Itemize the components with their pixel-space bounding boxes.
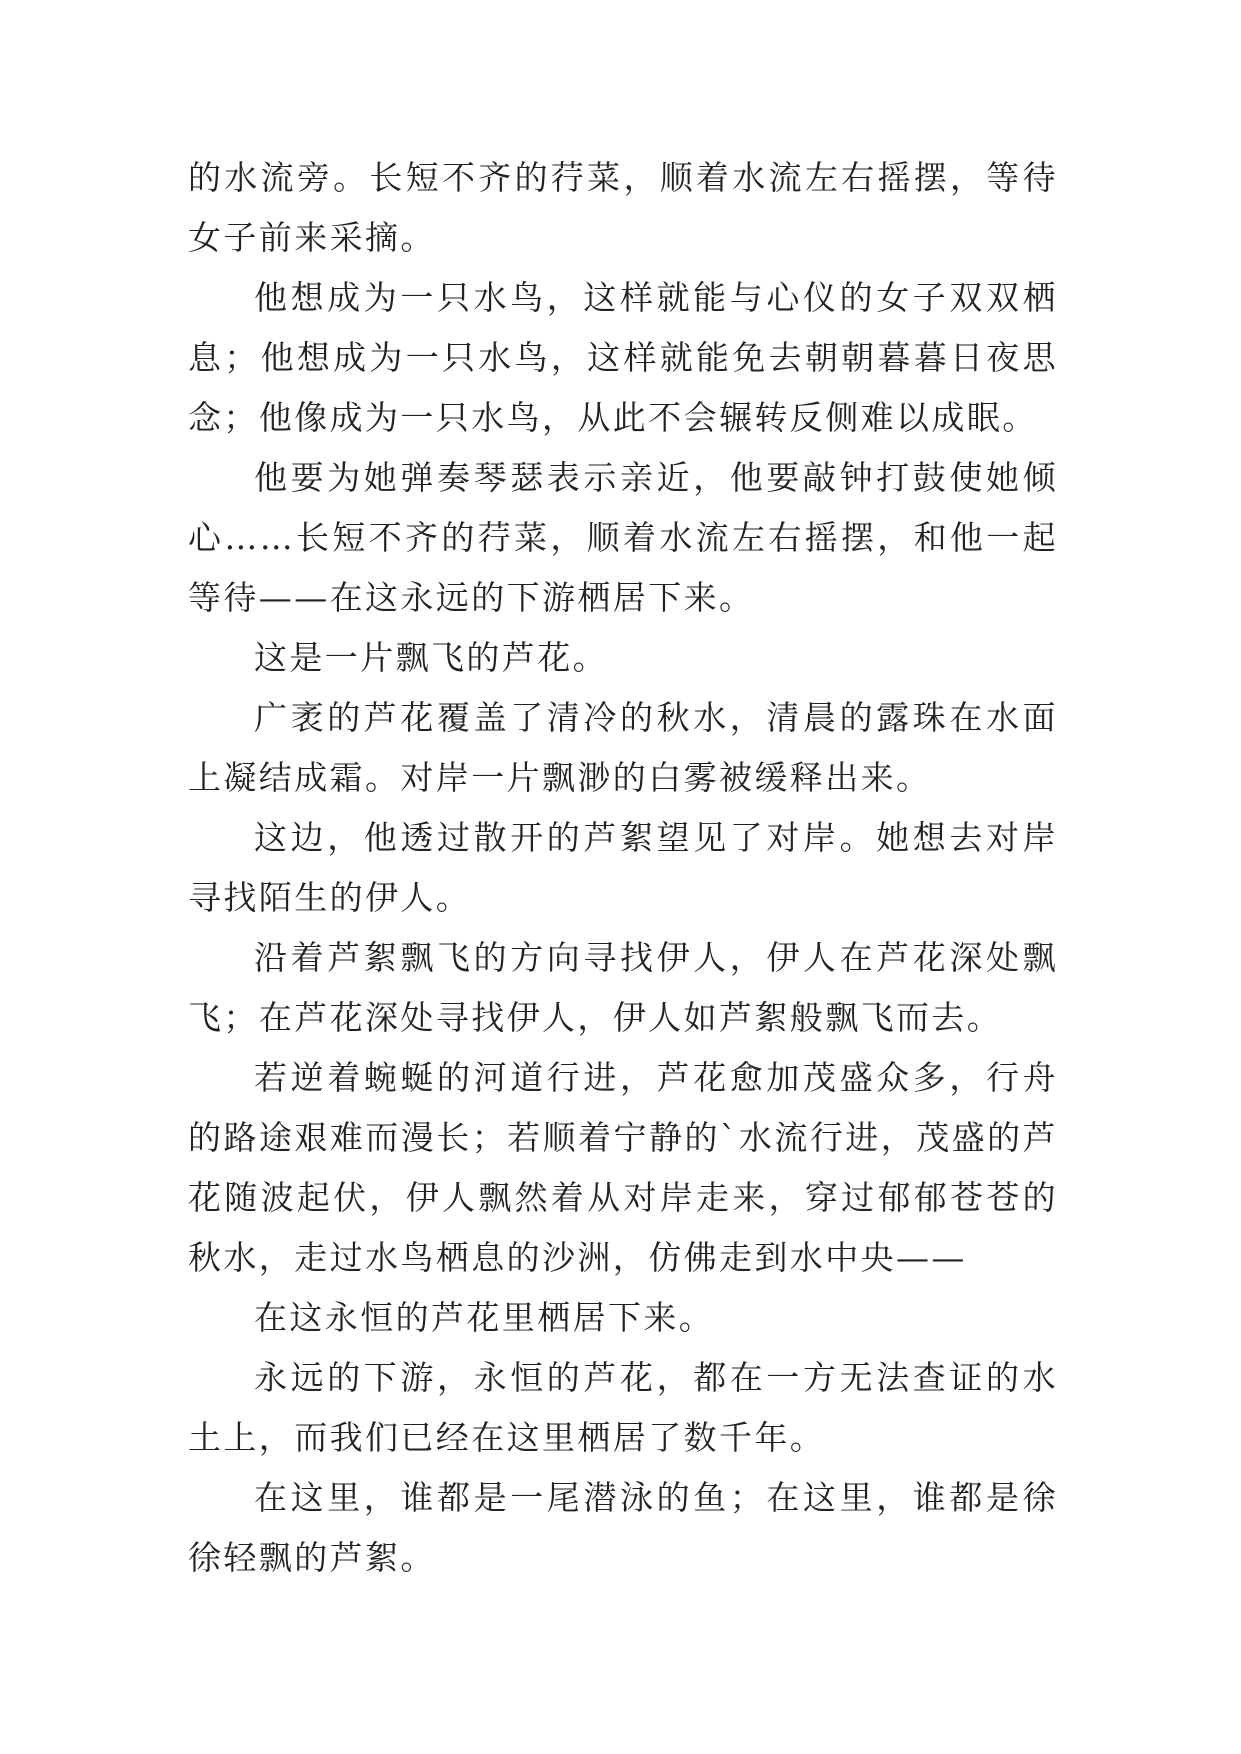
paragraph-6: 这边，他透过散开的芦絮望见了对岸。她想去对岸寻找陌生的伊人。	[188, 818, 1058, 917]
paragraph-7: 沿着芦絮飘飞的方向寻找伊人，伊人在芦花深处飘飞；在芦花深处寻找伊人，伊人如芦絮般飘飞而去。	[188, 938, 1058, 1037]
document-body	[188, 148, 1058, 1588]
paragraph-9: 在这永恒的芦花里栖居下来。	[254, 1298, 715, 1337]
paragraph-1: 的水流旁。长短不齐的荇菜，顺着水流左右摇摆，等待女子前来采摘。	[188, 158, 1058, 257]
paragraph-3: 他要为她弹奏琴瑟表示亲近，他要敲钟打鼓使她倾心……长短不齐的荇菜，顺着水流左右摇摆，和他一起等待——在这永远的下游栖居下来。	[188, 458, 1058, 617]
paragraph-2: 他想成为一只水鸟，这样就能与心仪的女子双双栖息；他想成为一只水鸟，这样就能免去朝朝暮暮日夜思念；他像成为一只水鸟，从此不会辗转反侧难以成眠。	[188, 278, 1058, 437]
paragraph-4: 这是一片飘飞的芦花。	[254, 638, 608, 677]
paragraph-10: 永远的下游，永恒的芦花，都在一方无法查证的水土上，而我们已经在这里栖居了数千年。	[188, 1358, 1058, 1457]
paragraph-5: 广袤的芦花覆盖了清冷的秋水，清晨的露珠在水面上凝结成霜。对岸一片飘渺的白雾被缓释出来。	[188, 698, 1058, 797]
paragraph-8: 若逆着蜿蜒的河道行进，芦花愈加茂盛众多，行舟的路途艰难而漫长；若顺着宁静的`水流行进，茂盛的芦花随波起伏，伊人飘然着从对岸走来，穿过郁郁苍苍的秋水，走过水鸟栖息的沙洲，仿佛走到水中央——	[188, 1058, 1058, 1277]
paragraph-11: 在这里，谁都是一尾潜泳的鱼；在这里，谁都是徐徐轻飘的芦絮。	[188, 1478, 1058, 1577]
